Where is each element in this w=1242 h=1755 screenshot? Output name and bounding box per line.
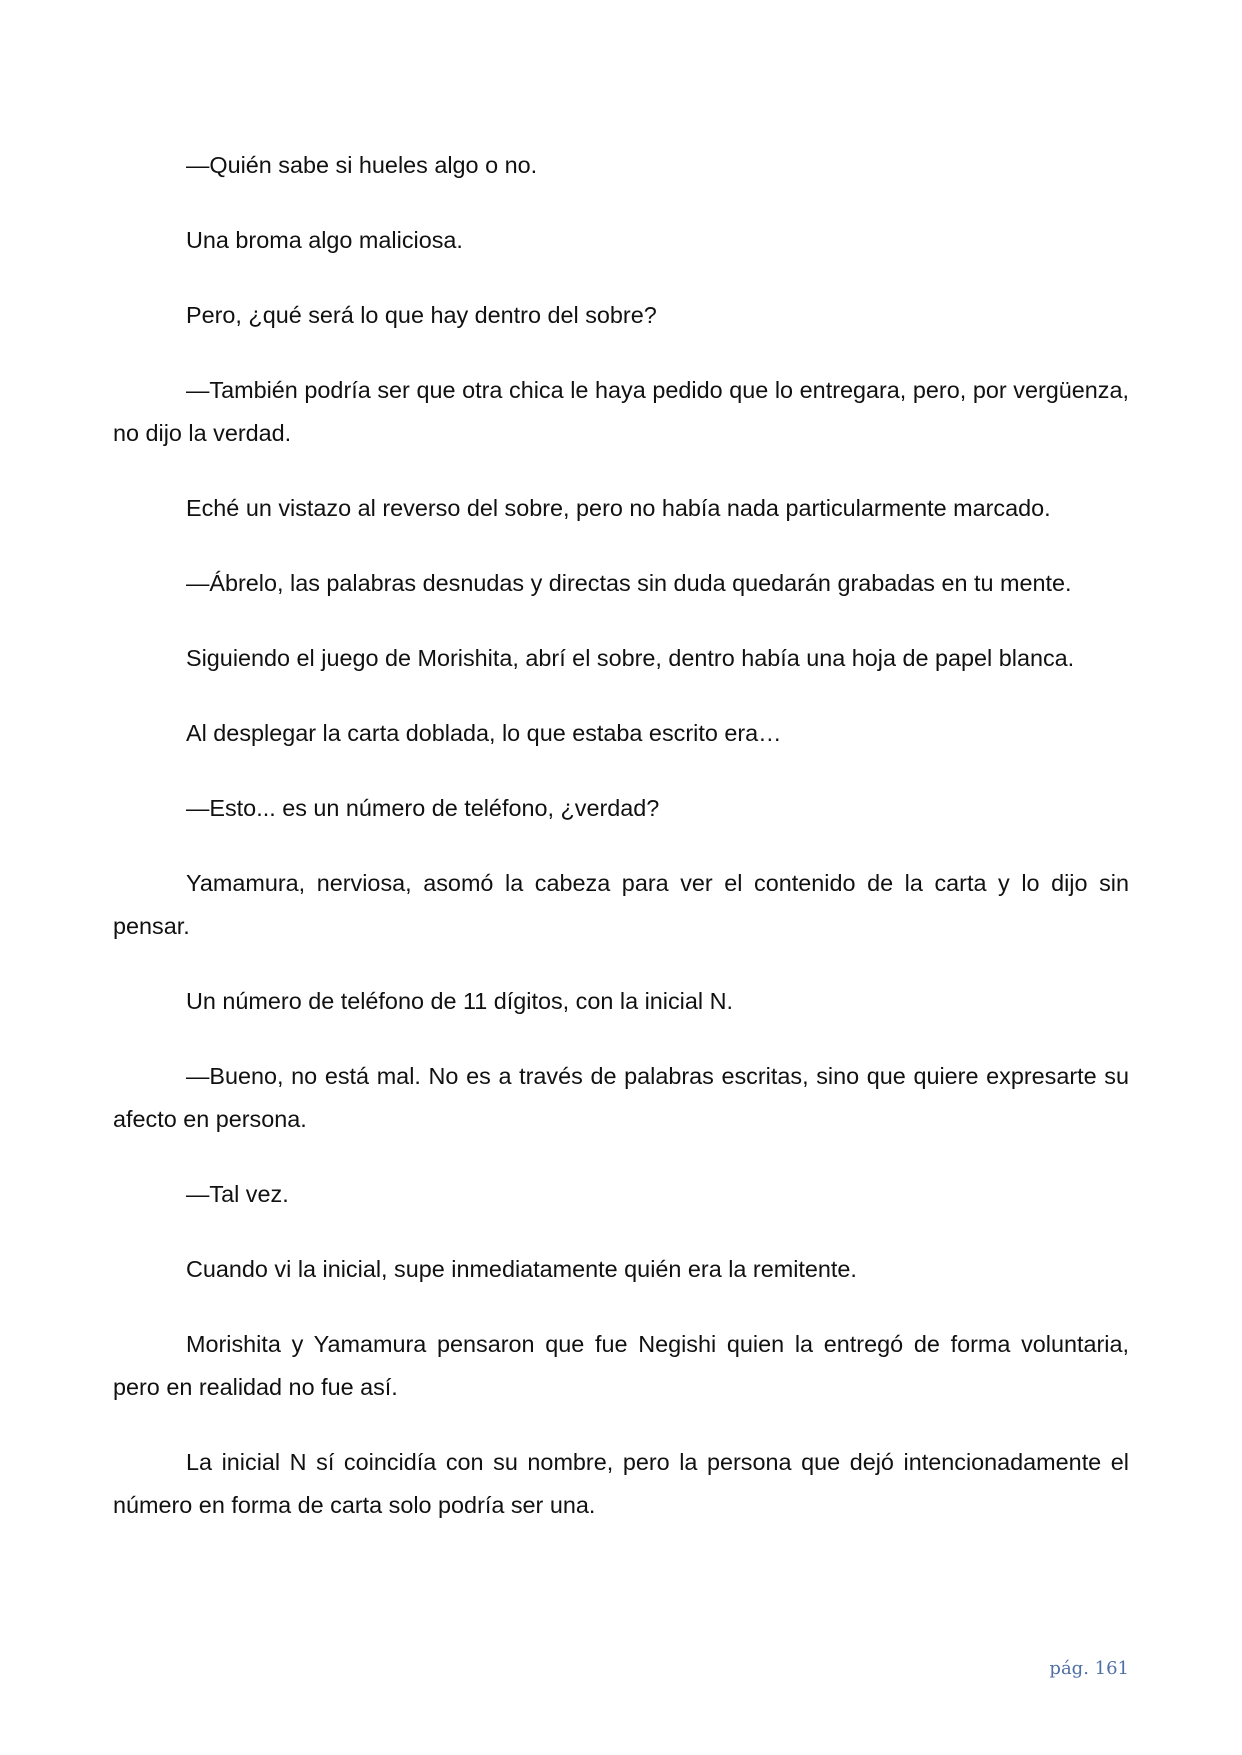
paragraph: —También podría ser que otra chica le haya pedido que lo entregara, pero, por vergüenza, no dijo la verdad.	[113, 377, 1129, 446]
paragraph: Una broma algo maliciosa.	[186, 227, 463, 253]
body-text	[113, 144, 1129, 1559]
paragraph: —Tal vez.	[186, 1181, 289, 1207]
paragraph: —Esto... es un número de teléfono, ¿verdad?	[186, 795, 660, 821]
paragraph: Yamamura, nerviosa, asomó la cabeza para ver el contenido de la carta y lo dijo sin pensar.	[113, 870, 1129, 939]
paragraph: Morishita y Yamamura pensaron que fue Negishi quien la entregó de forma voluntaria, pero en realidad no fue así.	[113, 1331, 1129, 1400]
paragraph: Eché un vistazo al reverso del sobre, pero no había nada particularmente marcado.	[186, 495, 1051, 521]
paragraph: —Ábrelo, las palabras desnudas y directas sin duda quedarán grabadas en tu mente.	[186, 570, 1072, 596]
paragraph: Cuando vi la inicial, supe inmediatamente quién era la remitente.	[186, 1256, 857, 1282]
paragraph: —Bueno, no está mal. No es a través de palabras escritas, sino que quiere expresarte su afecto en persona.	[113, 1063, 1129, 1132]
paragraph: Siguiendo el juego de Morishita, abrí el sobre, dentro había una hoja de papel blanca.	[186, 645, 1075, 671]
page-number: pág. 161	[1049, 1658, 1129, 1679]
paragraph: Un número de teléfono de 11 dígitos, con la inicial N.	[186, 988, 733, 1014]
paragraph: La inicial N sí coincidía con su nombre, pero la persona que dejó intencionadamente el número en forma de carta solo podría ser una.	[113, 1449, 1129, 1518]
paragraph: —Quién sabe si hueles algo o no.	[186, 152, 538, 178]
paragraph: Al desplegar la carta doblada, lo que estaba escrito era…	[186, 720, 782, 746]
paragraph: Pero, ¿qué será lo que hay dentro del sobre?	[186, 302, 657, 328]
